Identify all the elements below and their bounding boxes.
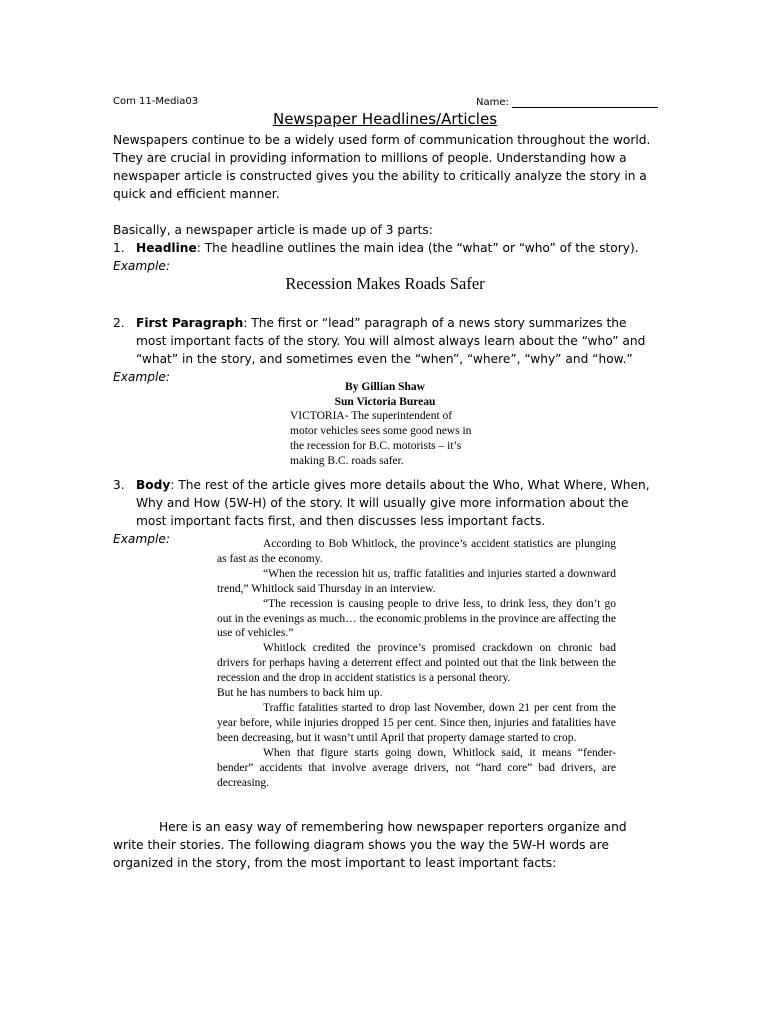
body-paragraph: “The recession is causing people to drive less, to drink less, they don’t go out in the evenings as much… the economic problems in the province are affecting the use of vehicles.” <box>217 597 616 640</box>
byline-bureau: Sun Victoria Bureau <box>334 396 436 408</box>
part2-text: : The first or “lead” paragraph of a news story summarizes the most important facts of the story. You will almost always learn about the “who” and “what” in the story, and sometimes even the “when”, “where”, “why” and “how.” <box>136 316 646 366</box>
part2-description <box>136 314 656 368</box>
body-paragraph: When that figure starts going down, Whitlock said, it means “fender-bender” accidents that involve average drivers, not “hard core” bad drivers, are decreasing. <box>217 746 616 789</box>
body-paragraph: According to Bob Whitlock, the province’s accident statistics are plunging as fast as the economy. <box>217 538 616 565</box>
part3-number: 3. <box>113 478 125 492</box>
lead-paragraph-example: VICTORIA- The superintendent of motor vehicles sees some good news in the recession for B.C. motorists – it’s making B.C. roads safer. <box>290 410 472 467</box>
parts-intro: Basically, a newspaper article is made up of 3 parts: <box>113 223 433 237</box>
body-example <box>217 537 616 790</box>
byline-author: By Gillian Shaw <box>345 381 425 393</box>
name-field <box>476 96 658 108</box>
part1-text: : The headline outlines the main idea (the “what” or “who” of the story). <box>196 241 639 255</box>
part3-text: : The rest of the article gives more details about the Who, What Where, When, Why and How (5W-H) of the story. It will usually give more information about the most important facts first, and then discusses less important facts. <box>136 478 650 528</box>
name-blank-line <box>512 96 658 108</box>
part2-term: First Paragraph <box>136 316 244 330</box>
body-paragraph: Whitlock credited the province’s promised crackdown on chronic bad drivers for perhaps having a deterrent effect and pointed out that the link between the recession and the drop in accident statistics is a personal theory. <box>217 642 616 685</box>
example-label-2: Example: <box>113 370 170 384</box>
part1-term: Headline <box>136 241 197 255</box>
name-label: Name: <box>476 97 509 108</box>
intro-paragraph: Newspapers continue to be a widely used form of communication throughout the world. They are crucial in providing information to millions of people. Understanding how a newspaper article is constructed gives you the ability to critically analyze the story in a quick and efficient manner. <box>113 133 651 201</box>
headline-example: Recession Makes Roads Safer <box>285 274 485 293</box>
body-paragraph: But he has numbers to back him up. <box>217 687 383 700</box>
example-label-1: Example: <box>113 259 170 273</box>
body-paragraph: “When the recession hit us, traffic fatalities and injuries started a downward trend,” Whitlock said Thursday in an interview. <box>217 567 616 595</box>
part3-term: Body <box>136 478 171 492</box>
part3-description <box>136 476 656 530</box>
part1-number: 1. <box>113 241 125 255</box>
body-paragraph: Traffic fatalities started to drop last November, down 21 per cent from the year before, while injuries dropped 15 per cent. Since then, injuries and fatalities have been decreasing, but it wasn’t until April that property damage started to crop. <box>217 701 616 744</box>
part1-description <box>136 239 656 257</box>
page-title: Newspaper Headlines/Articles <box>272 110 498 128</box>
example-label-3: Example: <box>113 532 170 546</box>
part2-number: 2. <box>113 316 125 330</box>
byline <box>290 380 480 410</box>
course-code: Com 11-Media03 <box>113 96 199 107</box>
closing-paragraph: Here is an easy way of remembering how newspaper reporters organize and write their stories. The following diagram shows you the way the 5W-H words are organized in the story, from the most important to least important facts: <box>113 820 627 870</box>
